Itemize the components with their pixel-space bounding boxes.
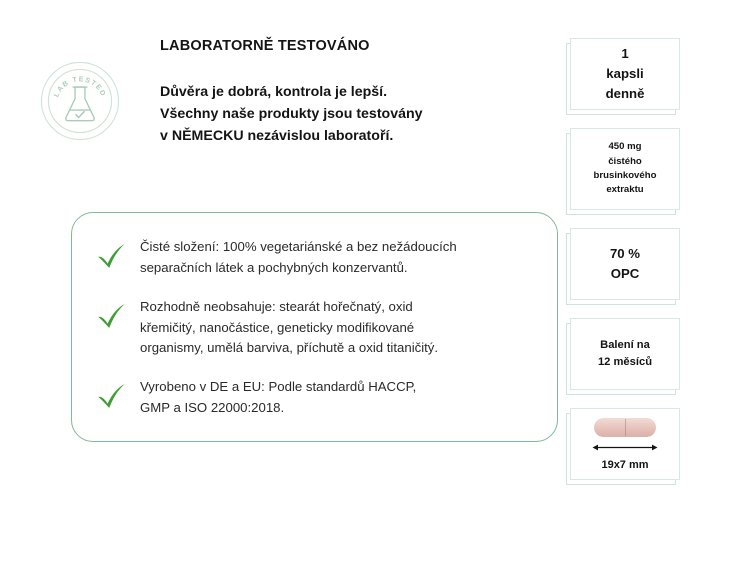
spec-card-supply-shell [570,318,680,390]
header-subtitle-line: Důvěra je dobrá, kontrola je lepší. [160,84,388,101]
list-item-line: GMP a ISO 22000:2018. [140,400,285,416]
list-item-text [140,295,438,360]
list-item-text [140,235,457,279]
spec-card-text [606,44,645,103]
list-item [94,295,531,360]
spec-card-line: 70 % [609,246,641,262]
spec-card-line: brusinkového [593,170,657,181]
list-item-line: Čisté složení: 100% vegetariánské a bez nežádoucích [140,239,457,254]
dimension-arrow-row [592,443,658,452]
badge-container [0,38,160,142]
spec-card-extract-amount [570,128,680,210]
svg-text:LAB TESTED: LAB TESTED [53,76,107,99]
spec-card-line: čistého [608,155,642,167]
header-subtitle-line: Všechny naše produkty jsou testovány [160,106,423,123]
header-subtitle [160,81,550,147]
spec-card-extract-amount-shell [570,128,680,210]
capsule-dimension-label: 19x7 mm [601,458,649,471]
header-subtitle-line: v NĚMECKU nezávislou laboratoří. [160,128,394,145]
list-item-line: Vyrobeno v DE a EU: Podle standardů HACCP, [140,379,417,395]
capsule-icon [594,418,656,437]
list-item-line: organismy, umělá barviva, příchutě a oxid titaničitý. [140,340,439,356]
spec-card-text [594,140,657,198]
list-item-line: separačních látek a pochybných konzervantů. [140,259,408,275]
feature-box [71,212,558,442]
spec-card-text [610,244,640,284]
spec-card-line: 450 mg [608,141,642,153]
header-text-block [160,38,560,147]
spec-card-opc-content [570,228,680,300]
spec-card-line: kapsli [606,66,644,82]
spec-card-line: Balení na [600,338,650,351]
feature-list [94,235,531,419]
green-check-icon [94,299,128,333]
green-check-icon [94,239,128,273]
lab-tested-flask-badge-icon [39,60,121,142]
header-section [0,38,560,147]
spec-card-text [598,337,652,371]
spec-card-capsule-size [570,408,680,480]
spec-card-opc-shell [570,228,680,300]
double-arrow-icon [592,443,658,452]
list-item [94,235,531,279]
spec-card-capsule-shell [570,408,680,480]
spec-card-line: 12 měsíců [597,356,653,368]
spec-card-line: OPC [610,266,640,281]
list-item-line: Rozhodně neobsahuje: stearát hořečnatý, oxid [140,298,413,314]
green-check-icon [94,379,128,413]
spec-card-supply-duration [570,318,680,390]
list-item-line: křemičitý, nanočástice, geneticky modifikované [140,319,415,335]
spec-card-dosage-shell [570,38,680,110]
spec-card-sidebar [570,38,680,498]
spec-card-line: extraktu [606,184,644,196]
spec-card-line: denně [605,85,645,101]
spec-card-dosage [570,38,680,110]
page-title: LABORATORNĚ TESTOVÁNO [160,38,370,54]
list-item [94,375,531,419]
spec-card-line: 1 [621,46,629,62]
list-item-text [140,375,416,419]
